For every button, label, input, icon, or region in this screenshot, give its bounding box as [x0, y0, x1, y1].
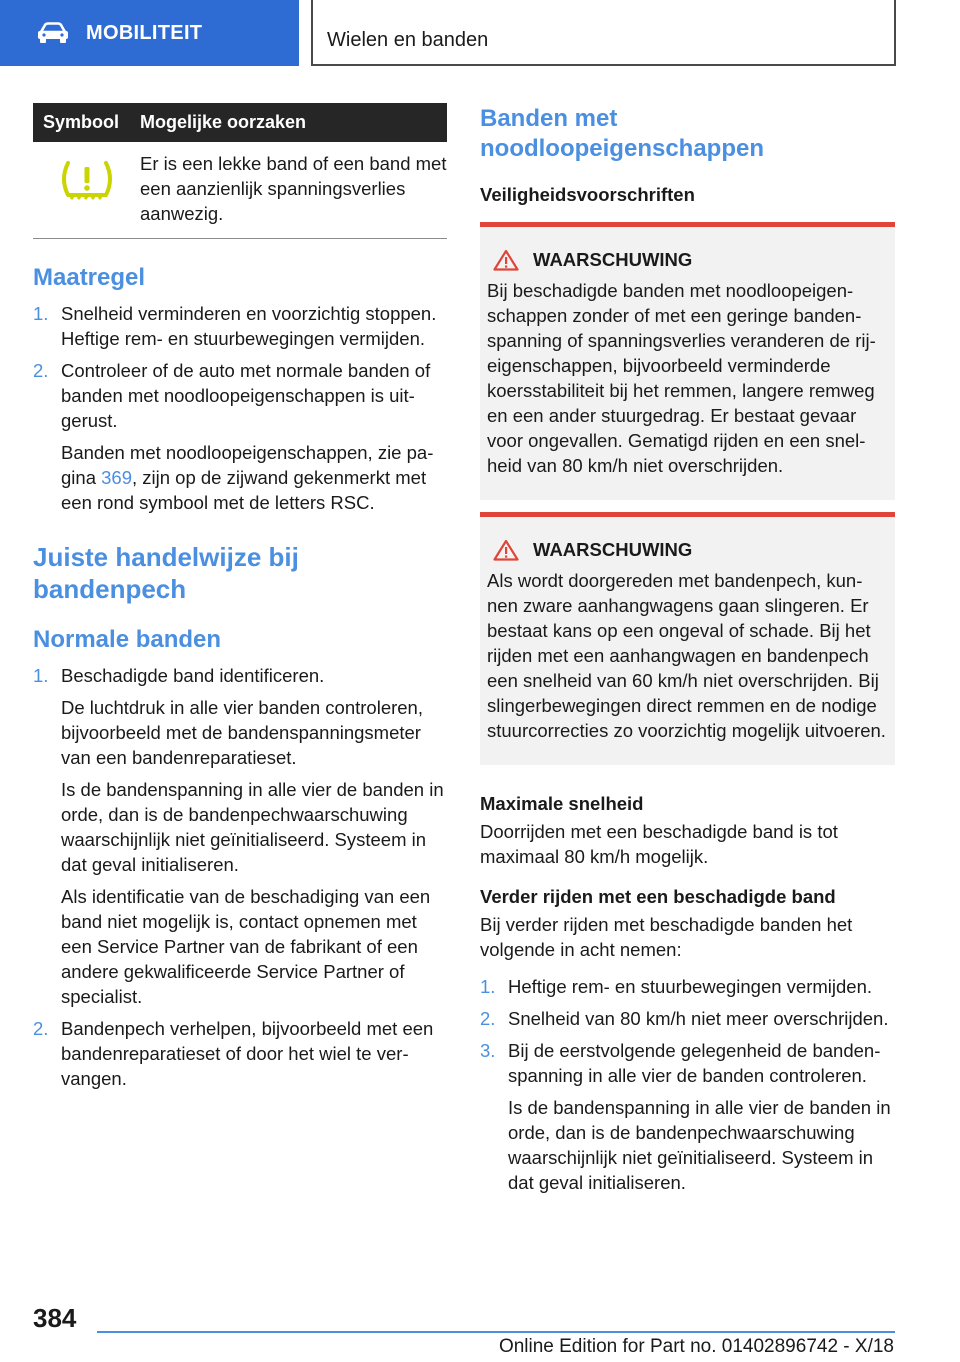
- tire-pressure-warning-icon: [57, 159, 117, 203]
- cause-text: Er is een lekke band of een band met een aanzienlijk spanningsverlies aanwezig.: [140, 153, 447, 224]
- symbol-table-header: [33, 103, 447, 142]
- paragraph: Is de bandenspanning in alle vier de banden in orde, dan is de bandenpechwaarschuwing waarschijnlijk niet geïnitialiseerd. Systeem in dat geval initialiseren.: [61, 779, 444, 875]
- warning-triangle-icon: [493, 539, 519, 561]
- page-number: 384: [33, 1303, 77, 1333]
- warning-text: Bij beschadigde banden met noodloopeigenschappen zonder of met een geringe bandenspanning of spanningsverlies veranderen de rijeigenschappen, bijvoorbeeld verminderde koersstabiliteit bij het remmen, langere remweg en een ander stuurgedrag. Er bestaat gevaar voor ongevallen. Gematigd rijden en een snelheid van 80 km/h niet overschrijden.: [487, 280, 876, 476]
- list-item: 2. Controleer of de auto met normale banden of banden met noodloopeigenschappen is uitgerust.: [33, 360, 431, 431]
- col-symbol: Symbool: [43, 112, 120, 132]
- warning-title: WAARSCHUWING: [533, 539, 693, 560]
- car-icon: [36, 22, 70, 44]
- left-column: [33, 103, 447, 1091]
- section-tab: [0, 0, 299, 66]
- list-item: 2. Bandenpech verhelpen, bijvoorbeeld met een bandenreparatieset of door het wiel te vervangen.: [33, 1018, 434, 1089]
- pech-heading: Juiste handelwijze bij bandenpech: [33, 542, 299, 604]
- maatregel-heading: Maatregel: [33, 264, 146, 291]
- warning-box: [480, 512, 895, 765]
- page-link-369[interactable]: 369: [101, 467, 132, 488]
- paragraph: Is de bandenspanning in alle vier de banden in orde, dan is de bandenpechwaarschuwing waarschijnlijk niet geïnitialiseerd. Systeem in dat geval initialiseren.: [508, 1097, 891, 1193]
- runflat-heading: Banden met noodloopeigenschappen: [480, 105, 765, 162]
- list-item: 2. Snelheid van 80 km/h niet meer overschrijden.: [480, 1008, 889, 1029]
- paragraph: De luchtdruk in alle vier banden controleren, bijvoorbeeld met de bandenspanningsmeter van een bandenreparatieset.: [61, 697, 423, 768]
- warning-triangle-icon: [493, 249, 519, 271]
- safety-heading: Veiligheidsvoorschriften: [480, 184, 695, 205]
- list-item: 1. Heftige rem- en stuurbewegingen vermijden.: [480, 976, 873, 997]
- rsc-note: Banden met noodloopeigenschappen, zie pagina 369, zijn op de zijwand gekenmerkt met een rond symbool met de letters RSC.: [61, 442, 434, 513]
- warning-text: Als wordt doorgereden met bandenpech, kunnen zware aanhangwagens gaan slingeren. Er bestaat kans op een ongeval of schade. Bij het rijden met een aanhangwagen en bandenpech een snelheid van 60 km/h niet overschrijden. Bij slingerbewegingen direct remmen en de nodige stuurcorrecties zo voorzichtig mogelijk uitvoeren.: [487, 570, 886, 741]
- footer-divider: [97, 1331, 895, 1333]
- edition-text: Online Edition for Part no. 01402896742 - X/18: [498, 1336, 894, 1357]
- warning-title: WAARSCHUWING: [533, 249, 693, 270]
- paragraph: Als identificatie van de beschadiging van een band niet mogelijk is, contact opnemen met een Service Partner van de fabrikant of een andere gekwalificeerde Service Partner of specialist.: [61, 886, 431, 1007]
- chapter-header: [311, 0, 896, 66]
- warning-box: [480, 222, 895, 500]
- paragraph: Doorrijden met een beschadigde band is tot maximaal 80 km/h mogelijk.: [480, 821, 838, 867]
- list-item: 3. Bij de eerstvolgende gelegenheid de bandenspanning in alle vier de banden controleren.: [480, 1040, 881, 1086]
- col-causes: Mogelijke oorzaken: [140, 112, 307, 132]
- chapter-title: Wielen en banden: [327, 29, 489, 51]
- paragraph: Bij verder rijden met beschadigde banden het volgende in acht nemen:: [480, 914, 853, 960]
- table-row: [33, 142, 447, 239]
- continue-heading: Verder rijden met een beschadigde band: [480, 886, 836, 907]
- max-speed-heading: Maximale snelheid: [480, 793, 644, 814]
- right-column: [480, 103, 895, 1195]
- list-item: 1. Snelheid verminderen en voorzichtig stoppen. Heftige rem- en stuurbewegingen vermijden.: [33, 303, 437, 349]
- section-label: MOBILITEIT: [86, 21, 203, 44]
- list-item: 1. Beschadigde band identificeren.: [33, 665, 325, 686]
- normale-banden-heading: Normale banden: [33, 626, 222, 653]
